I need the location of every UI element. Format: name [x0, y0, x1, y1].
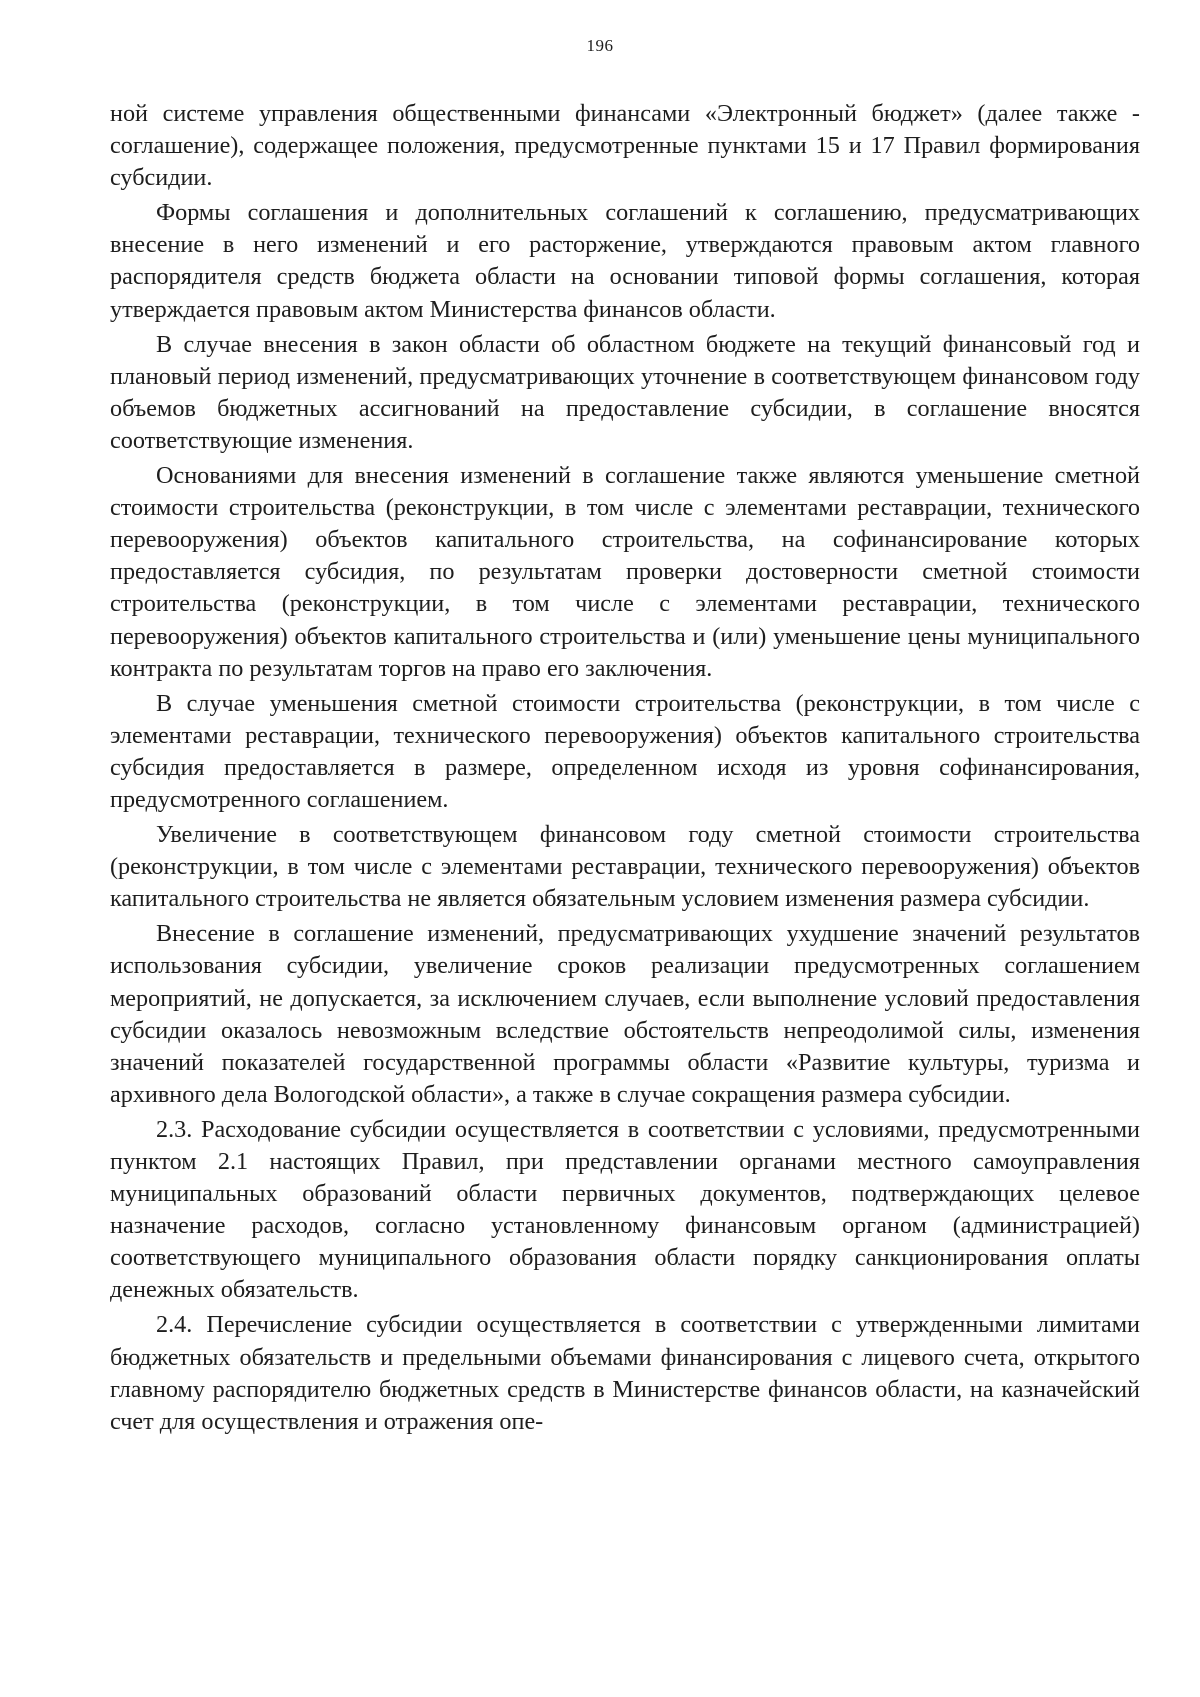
paragraph-grounds-for-changes: Основаниями для внесения изменений в соглашение также являются уменьшение сметной стоимости строительства (реконструкции, в том числе с элементами реставрации, технического перевооружения) объектов капитального строительства, на софинансирование которых предоставляется субсидия, по результатам проверки достоверности сметной стоимости строительства (реконструкции, в том числе с элементами реставрации, технического перевооружения) объектов капитального строительства и (или) уменьшение цены муниципального контракта по результатам торгов на право его заключения. — [110, 462, 1140, 682]
paragraph-worsening-results: Внесение в соглашение изменений, предусматривающих ухудшение значений результатов использования субсидии, увеличение сроков реализации предусмотренных соглашением мероприятий, не допускается, за исключением случаев, если выполнение условий предоставления субсидии оказалось невозможным вследствие обстоятельств непреодолимой силы, изменения значений показателей государственной программы области «Развитие культуры, туризма и архивного дела Вологодской области», а также в случае сокращения размера субсидии. — [110, 920, 1140, 1108]
paragraph-continuation: ной системе управления общественными финансами «Электронный бюджет» (далее также - соглашение), содержащее положения, предусмотренные пунктами 15 и 17 Правил формирования субсидии. — [110, 100, 1140, 192]
document-body — [110, 98, 1140, 1441]
paragraph-section-2-3: 2.3. Расходование субсидии осуществляется в соответствии с условиями, предусмотренными пунктом 2.1 настоящих Правил, при представлении органами местного самоуправления муниципальных образований области первичных документов, подтверждающих целевое назначение расходов, согласно установленному финансовым органом (администрацией) соответствующего муниципального образования области порядку санкционирования оплаты денежных обязательств. — [110, 1115, 1140, 1304]
page-number: 196 — [586, 36, 614, 55]
paragraph-agreement-forms: Формы соглашения и дополнительных соглашений к соглашению, предусматривающих внесение в него изменений и его расторжение, утверждаются правовым актом главного распорядителя средств бюджета области на основании типовой формы соглашения, которая утверждается правовым актом Министерства финансов области. — [110, 199, 1140, 323]
paragraph-section-2-4: 2.4. Перечисление субсидии осуществляется в соответствии с утвержденными лимитами бюджетных обязательств и предельными объемами финансирования с лицевого счета, открытого главному распорядителю бюджетных средств в Министерстве финансов области, на казначейский счет для осуществления и отражения опе- — [110, 1311, 1140, 1435]
paragraph-cost-reduction: В случае уменьшения сметной стоимости строительства (реконструкции, в том числе с элементами реставрации, технического перевооружения) объектов капитального строительства субсидия предоставляется в размере, определенном исходя из уровня софинансирования, предусмотренного соглашением. — [110, 689, 1140, 813]
paragraph-cost-increase: Увеличение в соответствующем финансовом году сметной стоимости строительства (реконструкции, в том числе с элементами реставрации, технического перевооружения) объектов капитального строительства не является обязательным условием изменения размера субсидии. — [110, 821, 1140, 913]
paragraph-budget-law-changes: В случае внесения в закон области об областном бюджете на текущий финансовый год и плановый период изменений, предусматривающих уточнение в соответствующем финансовом году объемов бюджетных ассигнований на предоставление субсидии, в соглашение вносятся соответствующие изменения. — [110, 330, 1140, 454]
